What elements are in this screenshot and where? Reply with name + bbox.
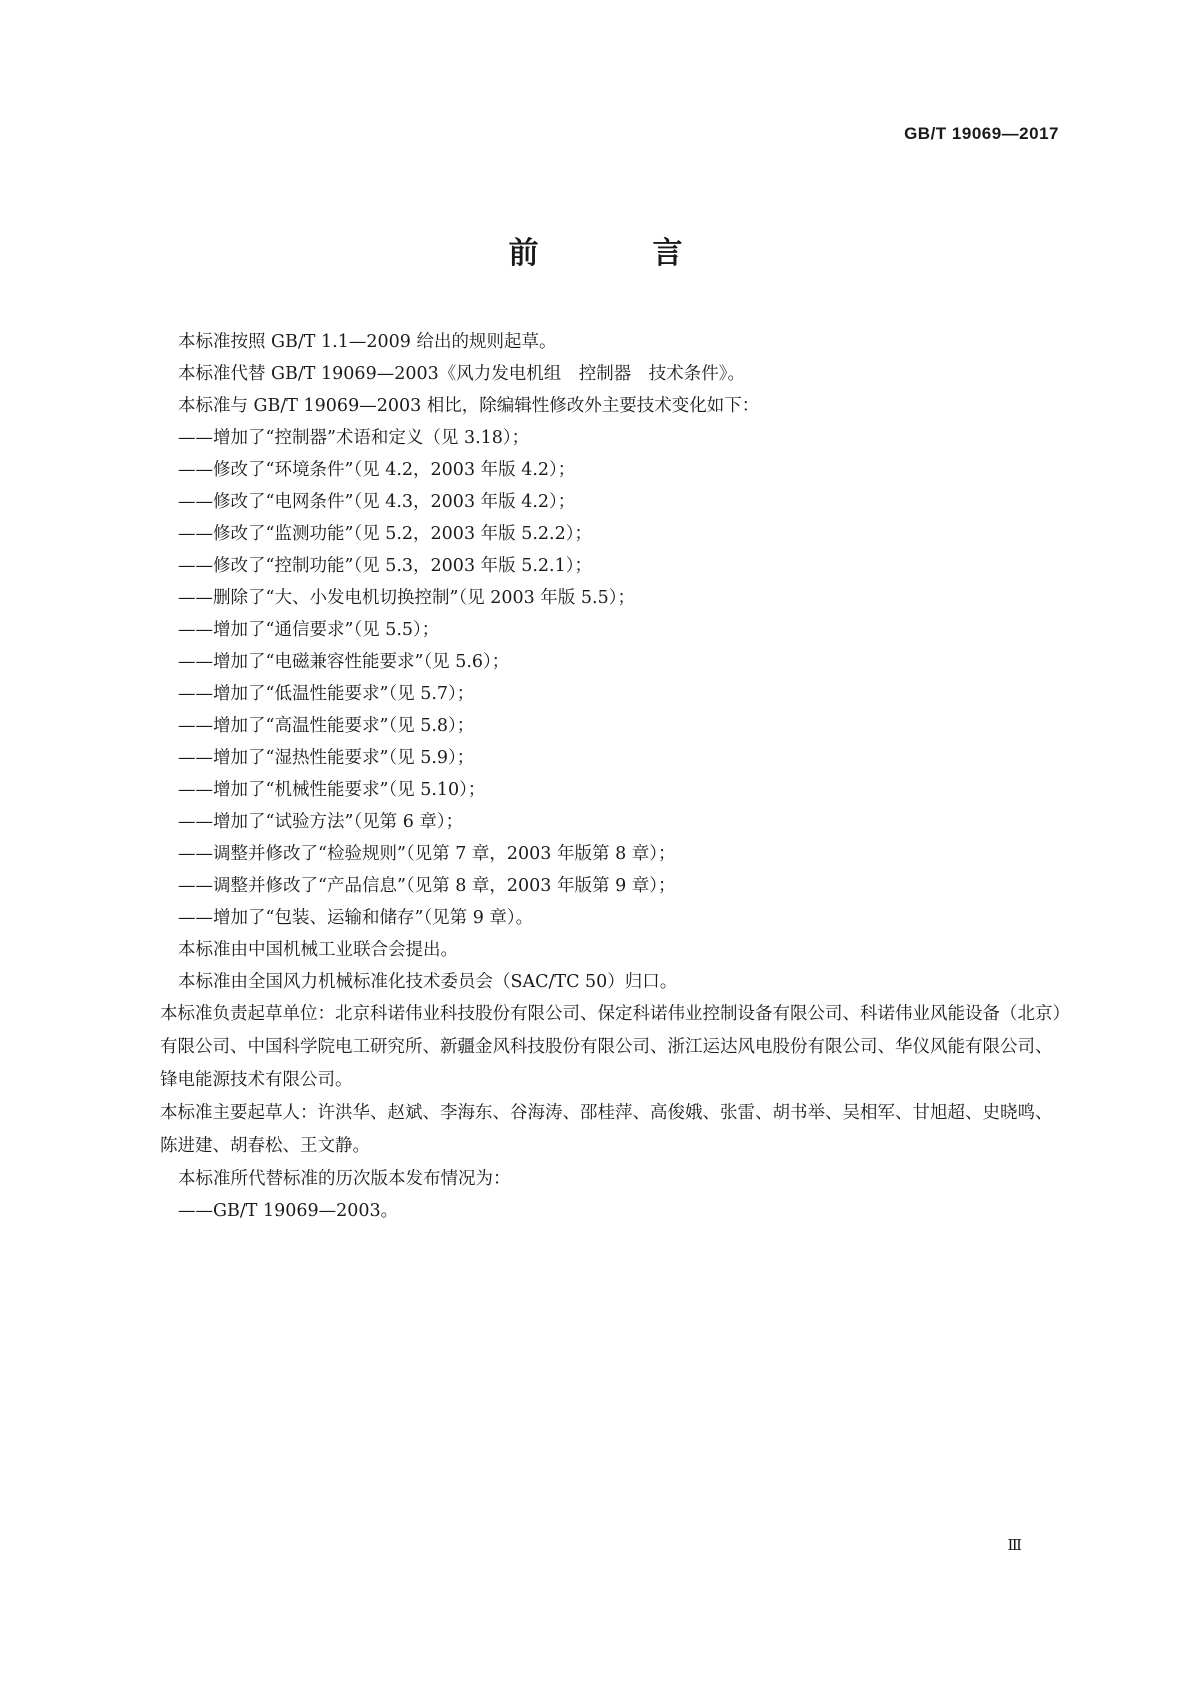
text-line: 本标准按照 GB/T 1.1—2009 给出的规则起草。 — [178, 332, 557, 352]
list-item: ——增加了“包装、运输和储存”（见第 9 章）。 — [178, 908, 534, 928]
list-item: ——修改了“环境条件”（见 4.2，2003 年版 4.2）； — [178, 460, 576, 480]
text-line: 本标准与 GB/T 19069—2003 相比，除编辑性修改外主要技术变化如下： — [178, 396, 760, 416]
list-item: ——调整并修改了“检验规则”（见第 7 章，2003 年版第 8 章）； — [178, 844, 676, 864]
list-item: ——修改了“监测功能”（见 5.2，2003 年版 5.2.2）； — [178, 524, 592, 544]
history-intro: 本标准所代替标准的历次版本发布情况为： — [178, 1169, 511, 1189]
drafting-units-paragraph: 本标准负责起草单位：北京科诺伟业科技股份有限公司、保定科诺伟业控制设备有限公司、科诺伟业风能设备（北京）有限公司、中国科学院电工研究所、新疆金风科技股份有限公司、浙江运达风电股份有限公司、华仪风能有限公司、锋电能源技术有限公司。 — [160, 1004, 1062, 1090]
history-item: ——GB/T 19069—2003。 — [178, 1201, 399, 1221]
drafters-paragraph: 本标准主要起草人：许洪华、赵斌、李海东、谷海涛、邵桂萍、高俊娥、张雷、胡书举、吴相军、甘旭超、史晓鸣、陈进建、胡春松、王文静。 — [160, 1103, 1053, 1156]
list-item: ——增加了“低温性能要求”（见 5.7）； — [178, 684, 475, 704]
list-item: ——增加了“控制器”术语和定义（见 3.18）； — [178, 428, 530, 448]
list-item: ——增加了“高温性能要求”（见 5.8）； — [178, 716, 475, 736]
page-number: Ⅲ — [1007, 1536, 1021, 1554]
text-line: 本标准代替 GB/T 19069—2003《风力发电机组 控制器 技术条件》。 — [178, 364, 745, 384]
list-item: ——修改了“控制功能”（见 5.3，2003 年版 5.2.1）； — [178, 556, 592, 576]
foreword-body — [160, 326, 1068, 1227]
list-item: ——增加了“机械性能要求”（见 5.10）； — [178, 780, 486, 800]
list-item: ——调整并修改了“产品信息”（见第 8 章，2003 年版第 9 章）； — [178, 876, 676, 896]
page-title: 前 言 — [508, 236, 725, 271]
list-item: ——增加了“湿热性能要求”（见 5.9）； — [178, 748, 475, 768]
list-item: ——增加了“通信要求”（见 5.5）； — [178, 620, 440, 640]
list-item: ——修改了“电网条件”（见 4.3，2003 年版 4.2）； — [178, 492, 576, 512]
list-item: ——增加了“试验方法”（见第 6 章）； — [178, 812, 464, 832]
list-item: ——增加了“电磁兼容性能要求”（见 5.6）； — [178, 652, 510, 672]
text-line: 本标准由全国风力机械标准化技术委员会（SAC/TC 50）归口。 — [178, 972, 678, 992]
list-item: ——删除了“大、小发电机切换控制”（见 2003 年版 5.5）； — [178, 588, 635, 608]
text-line: 本标准由中国机械工业联合会提出。 — [178, 940, 458, 960]
standard-code: GB/T 19069—2017 — [904, 124, 1059, 143]
